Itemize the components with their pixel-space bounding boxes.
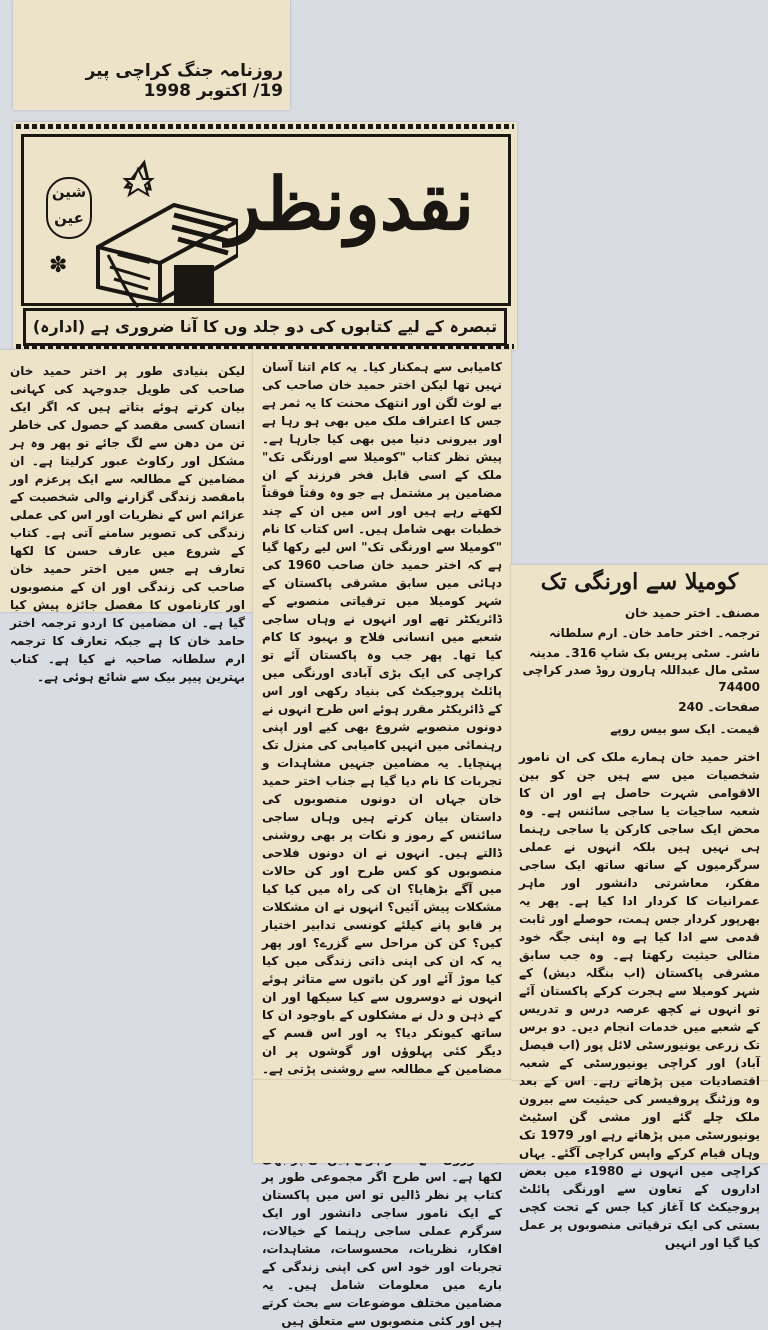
left-column-text: لیکن بنیادی طور پر اختر حمید خان صاحب کی طویل جدوجہد کی کہانی بیان کرتے ہوئے بتاتے ہیں کہ اگر ایک انسان کسی مقصد کے حصول کی خاطر تن من دھن سے لگ جائے تو پھر وہ ہر مشکل اور رکاوٹ عبور کرلیتا ہے۔ ان مضامین کے مطالعہ سے ایک پرعزم اور بامقصد زندگی گزارنے والی شخصیت کے عزائم اس کے نظریات اور اس کی عملی زندگی کی تصویر سامنے آتی ہے۔ کتاب کے شروع میں عارف حسن کا لکھا تعارف ہے جس میں اختر حمید خان صاحب کی زندگی اور ان کے منصوبوں اور کارناموں کا مفصل جائزہ پیش کیا گیا ہے۔ ان مضامین کا اردو ترجمہ اختر حامد خان کا ہے جبکہ تعارف کا ترجمہ ارم سلطانہ صاحبہ نے کیا ہے۔ کتاب بہترین پیپر بیک سے شائع ہوئی ہے۔ [10, 364, 245, 684]
book-publisher: ناشر۔ سٹی پریس بک شاپ 316۔ مدینہ سٹی مال عبداللہ ہارون روڈ صدر کراچی 74400 [522, 646, 760, 694]
flower-icon: ✽ [49, 253, 68, 278]
dateline: روزنامہ جنگ کراچی پیر 19/ اکتوبر 1998 [85, 61, 283, 101]
left-column-clipping [0, 350, 253, 684]
book-title: کومیلا سے اورنگی تک [540, 569, 739, 595]
review-body-text: اختر حمید خان ہمارے ملک کی ان نامور شخصیات میں سے ہیں جن کو بین الاقوامی شہرت حاصل ہے اور ان کا شعبہ ساجیات یا ساجی سائنس ہے۔ وہ محض ایک ساجی کارکن یا ساجی رہنما ہی نہیں ہیں بلکہ انہوں نے عملی سرگرمیوں کے ساتھ ساتھ ایک ساجی مفکر، معاشرتی دانشور اور ماہر عمرانیات کا کردار ادا کیا ہے۔ پھر یہ بھرپور کردار جس ہمت، حوصلے اور ثابت قدمی سے ادا کیا ہے وہ اپنی جگہ خود مثالی حیثیت رکھتا ہے۔ وہ جب سابق مشرقی پاکستان (اب بنگلہ دیش) کے شہر کومیلا سے ہجرت کرکے پاکستان آئے تو انہوں نے کچھ عرصہ درس و تدریس کے شعبے میں خدمات انجام دیں۔ دو برس تک زرعی یونیورسٹی لائل پور (اب فیصل آباد) اور کراچی یونیورسٹی کے شعبہ اقتصادیات میں پڑھاتے رہے۔ اس کے بعد وہ وزٹنگ پروفیسر کی حیثیت سے بیرون ملک چلے گئے اور مشی گن اسٹیٹ یونیورسٹی میں پڑھاتے رہے اور 1979 تک وہاں قیام کرکے واپس کراچی آگئے۔ یہاں کراچی میں انہوں نے 1980ء میں بعض اداروں کے تعاون سے اورنگی پائلٹ پروجیکٹ کا آغاز کیا جس کے تحت کچی بستی کی ایک ترقیاتی منصوبوں پر عمل کیا گیا اور انہیں [519, 750, 760, 1250]
middle-column-text: کامیابی سے ہمکنار کیا۔ یہ کام اتنا آسان نہیں تھا لیکن اختر حمید خان صاحب کی بے لوث لگن اور انتھک محنت کا یہ ثمر ہے جس کا اعتراف ملک میں بھی ہو رہا ہے اور بیرونی دنیا میں بھی کیا جارہا ہے۔ پیش نظر کتاب "کومیلا سے اورنگی تک" ملک کے اسی قابل فخر فرزند کے ان مضامین پر مشتمل ہے جو وہ وقتاً فوقتاً لکھتے رہے ہیں اور اس میں ان کے چند خطبات بھی شامل ہیں۔ اس کتاب کا نام "کومیلا سے اورنگی تک" اس لیے رکھا گیا ہے کہ اختر حمید خان صاحب 1960 کی دہائی میں سابق مشرقی پاکستان کے شہر کومیلا میں ترقیاتی منصوبے کے ڈائریکٹر تھے اور انہوں نے وہاں ساجی شعبے میں انسانی فلاح و بہبود کا کام کیا تھا۔ پھر جب وہ پاکستان آئے تو کراچی کی ایک بڑی آبادی اورنگی میں پائلٹ پروجیکٹ کی بنیاد رکھی اور اس کے ڈائریکٹر مقرر ہوئے اس طرح انہوں نے دونوں منصوبے شروع بھی کیے اور اپنی رہنمائی میں انہیں کامیابی کی منزل تک پہنچایا۔ یہ مضامین جنہیں مشاہدات و تجربات کا نام دیا گیا ہے جناب اختر حمید خان جہاں ان دونوں منصوبوں کی داستان بیان کرتے ہیں وہاں ساجی سائنس کے رموز و نکات پر بھی روشنی ڈالتے ہیں۔ انہوں نے ان دونوں فلاحی منصوبوں کو کس طرح اور کن حالات میں آگے بڑھایا؟ ان کی راہ میں کیا کیا مشکلات پیش آئیں؟ انہوں نے ان مشکلات پر قابو پانے کیلئے کونسی تدابیر اختیار کیں؟ کن کن مراحل سے گزرے؟ اور پھر یہ کہ ان کی اپنی ذاتی زندگی میں کیا کیا موڑ آئے اور کن باتوں سے متاثر ہوئے انہوں نے دوسروں سے کیا سیکھا اور ان کے ذہن و دل نے مشکلوں کے باوجود ان کا ساتھ کیونکر دیا؟ یہ اور اس قسم کے دیگر کئی پہلوؤں اور گوشوں پر ان مضامین کے مطالعہ سے روشنی پڑتی ہے۔ لکھا ہے۔ اس طرح اگر مجموعی طور پر کتاب پر نظر ڈالیں تو اس میں پاکستان کے ایک نامور ساجی دانشور اور ایک سرگرم عملی ساجی رہنما کے خیالات، افکار، نظریات، محسوسات، مشاہدات، تجربات اور خود اس کی اپنی زندگی کے بارے میں معلومات شامل ہیں۔ یہ مضامین مختلف موضوعات سے بحث کرتے ہیں اور کئی منصوبوں سے متعلق ہیں [262, 360, 503, 1328]
date-clipping [13, 0, 290, 110]
middle-column-clipping [253, 350, 511, 1328]
book-review-clipping [511, 565, 768, 1250]
masthead-frame [21, 134, 511, 306]
book-author: مصنف۔ اختر حمید خان [624, 606, 760, 620]
film-strip-top [16, 124, 514, 129]
header-banner [13, 122, 517, 350]
ballot-box-illustration-icon [88, 155, 238, 313]
author-badge-line2: عین [54, 209, 84, 227]
film-strip-bottom [16, 344, 514, 349]
author-badge [46, 177, 92, 239]
book-pages: صفحات۔ 240 [678, 700, 760, 714]
masthead-title: نقدونظر [226, 161, 474, 246]
book-price: قیمت۔ ایک سو بیس روپے [610, 722, 760, 736]
header-subtitle: تبصرہ کے لیے کتابوں کی دو جلد وں کا آنا ضروری ہے (ادارہ) [23, 308, 507, 346]
book-translators: ترجمہ۔ اختر حامد خان۔ ارم سلطانہ [549, 626, 760, 640]
author-badge-line1: شین [51, 183, 87, 201]
